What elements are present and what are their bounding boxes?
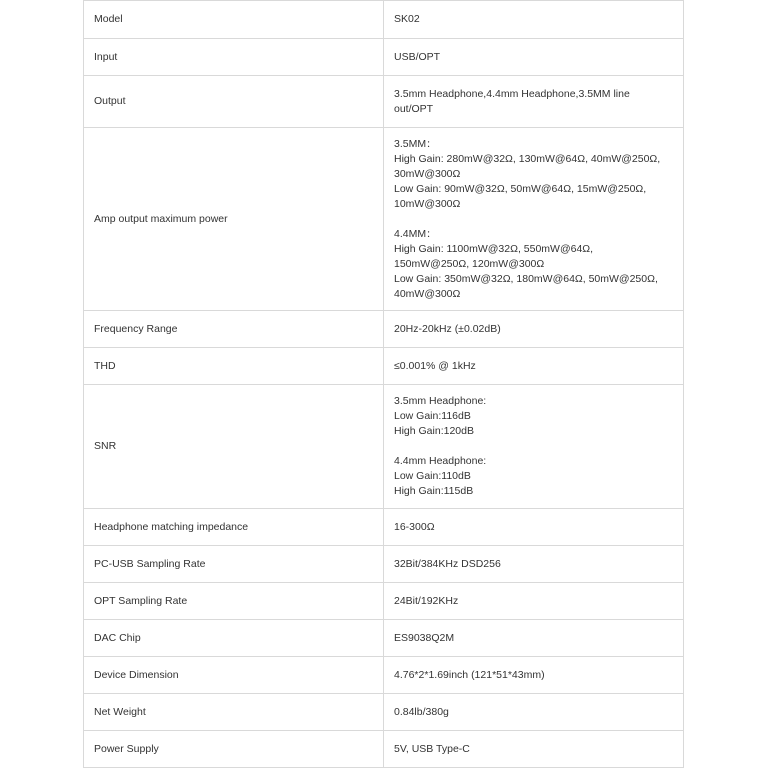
row-label <box>84 731 384 768</box>
row-value <box>384 311 684 348</box>
value-line: Low Gain:110dB <box>394 470 471 482</box>
value-line: 4.4mm Headphone: <box>394 455 487 467</box>
table-row <box>84 509 684 546</box>
row-value <box>384 385 684 509</box>
spec-table-body <box>84 1 684 768</box>
row-label <box>84 583 384 620</box>
value-line: out/OPT <box>394 102 434 115</box>
value-line: Low Gain: 350mW@32Ω, 180mW@64Ω, 50mW@250Ω, <box>394 272 658 285</box>
row-value <box>384 128 684 311</box>
row-label-text: Device Dimension <box>94 668 179 681</box>
table-row <box>84 39 684 76</box>
value-line: 40mW@300Ω <box>394 287 461 300</box>
value-line: 0.84lb/380g <box>394 705 449 718</box>
row-label-text: Frequency Range <box>94 322 178 335</box>
value-line: ES9038Q2M <box>394 631 455 644</box>
row-label-text: Input <box>94 50 118 63</box>
row-label-text: Amp output maximum power <box>94 212 228 225</box>
row-label-text: THD <box>94 359 116 372</box>
row-label <box>84 311 384 348</box>
row-label <box>84 128 384 311</box>
row-value <box>384 620 684 657</box>
value-line: 3.5MM： <box>394 137 437 150</box>
value-line: Low Gain:116dB <box>394 410 471 422</box>
row-value <box>384 1 684 39</box>
row-label <box>84 39 384 76</box>
row-value <box>384 348 684 385</box>
value-line: 20Hz-20kHz (±0.02dB) <box>394 322 501 335</box>
table-row <box>84 583 684 620</box>
row-label <box>84 385 384 509</box>
table-row <box>84 128 684 311</box>
value-line: High Gain:115dB <box>394 485 474 497</box>
row-label-text: DAC Chip <box>94 631 141 644</box>
spec-table <box>83 0 684 768</box>
value-line: 24Bit/192KHz <box>394 594 459 607</box>
row-label-text: Net Weight <box>94 705 146 718</box>
table-row <box>84 731 684 768</box>
row-label <box>84 546 384 583</box>
value-spacer <box>394 212 673 227</box>
row-label <box>84 509 384 546</box>
table-row <box>84 694 684 731</box>
row-label <box>84 657 384 694</box>
row-value <box>384 546 684 583</box>
table-row <box>84 311 684 348</box>
row-label-text: PC-USB Sampling Rate <box>94 557 206 570</box>
value-spacer <box>394 439 673 454</box>
value-line: SK02 <box>394 13 420 25</box>
row-label-text: Output <box>94 95 126 107</box>
value-line: 32Bit/384KHz DSD256 <box>394 557 501 570</box>
value-line: ≤0.001% @ 1kHz <box>394 359 476 372</box>
row-label-text: Power Supply <box>94 742 159 755</box>
row-value <box>384 731 684 768</box>
value-line: High Gain: 1100mW@32Ω, 550mW@64Ω, <box>394 242 594 255</box>
row-value <box>384 39 684 76</box>
value-line: 10mW@300Ω <box>394 197 461 210</box>
row-value <box>384 694 684 731</box>
row-label-text: OPT Sampling Rate <box>94 594 188 607</box>
value-line: 4.4MM： <box>394 227 437 240</box>
value-line: Low Gain: 90mW@32Ω, 50mW@64Ω, 15mW@250Ω, <box>394 182 647 195</box>
value-line: High Gain: 280mW@32Ω, 130mW@64Ω, 40mW@250Ω, <box>394 152 661 165</box>
row-value <box>384 583 684 620</box>
table-row <box>84 546 684 583</box>
row-label-text: Headphone matching impedance <box>94 520 249 533</box>
value-line: 4.76*2*1.69inch (121*51*43mm) <box>394 668 545 681</box>
row-value <box>384 76 684 128</box>
table-row <box>84 385 684 509</box>
value-line: 3.5mm Headphone,4.4mm Headphone,3.5MM line <box>394 87 630 100</box>
row-value <box>384 657 684 694</box>
value-line: 30mW@300Ω <box>394 167 461 180</box>
table-row <box>84 1 684 39</box>
value-line: USB/OPT <box>394 50 441 63</box>
value-line: 150mW@250Ω, 120mW@300Ω <box>394 257 545 270</box>
row-label <box>84 1 384 39</box>
row-label <box>84 694 384 731</box>
row-label-text: Model <box>94 13 123 25</box>
value-line: 5V, USB Type-C <box>394 742 470 755</box>
row-value <box>384 509 684 546</box>
table-row <box>84 76 684 128</box>
row-label <box>84 620 384 657</box>
value-line: High Gain:120dB <box>394 425 474 437</box>
table-row <box>84 348 684 385</box>
table-row <box>84 620 684 657</box>
row-label <box>84 348 384 385</box>
row-label <box>84 76 384 128</box>
value-line: 3.5mm Headphone: <box>394 395 487 407</box>
value-line: 16-300Ω <box>394 520 435 533</box>
row-label-text: SNR <box>94 440 117 452</box>
table-row <box>84 657 684 694</box>
